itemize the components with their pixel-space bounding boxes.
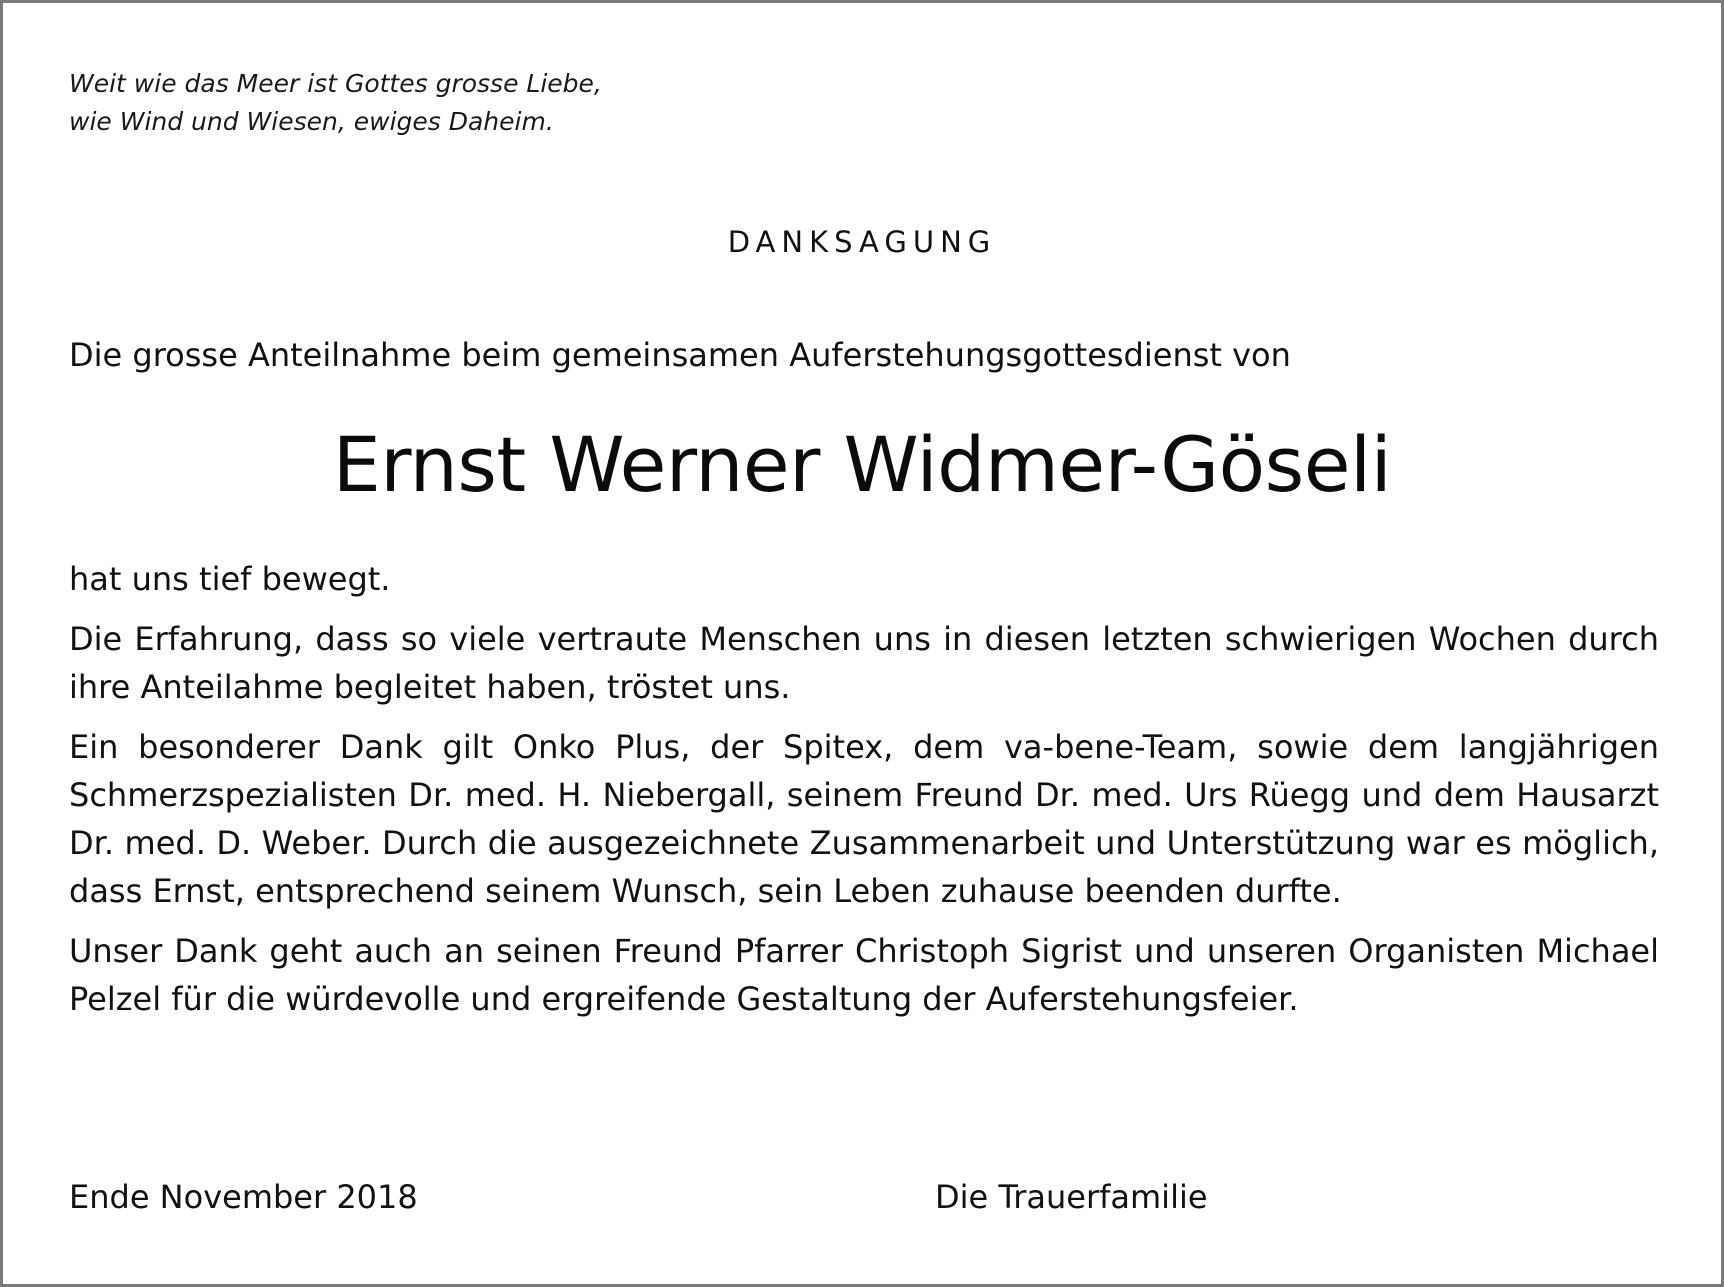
paragraph-4: Unser Dank geht auch an seinen Freund Pfarrer Christoph Sigrist und unseren Organisten Michael Pelzel für die würdevolle und ergreifende Gestaltung der Auferstehungsfeier.: [69, 932, 1659, 1018]
motto-line-1: Weit wie das Meer ist Gottes grosse Liebe,: [69, 69, 602, 98]
body-text: [69, 555, 1659, 1035]
footer-date: Ende November 2018: [69, 1178, 418, 1216]
paragraph-1: hat uns tief bewegt.: [69, 560, 391, 598]
intro-text: Die grosse Anteilnahme beim gemeinsamen Auferstehungsgottesdienst von: [69, 336, 1291, 374]
heading-danksagung: DANKSAGUNG: [727, 225, 997, 259]
paragraph-3: Ein besonderer Dank gilt Onko Plus, der Spitex, dem va-bene-Team, sowie dem langjährigen Schmerzspezialisten Dr. med. H. Niebergall, seinem Freund Dr. med. Urs Rüegg und dem Hausarzt Dr. med. D. Weber. Durch die ausgezeichnete Zusammenarbeit und Unterstützung war es möglich, dass Ernst, entsprechend seinem Wunsch, sein Leben zuhause beenden durfte.: [69, 728, 1659, 910]
deceased-name: Ernst Werner Widmer-Göseli: [332, 420, 1392, 509]
paragraph-2: Die Erfahrung, dass so viele vertraute Menschen uns in diesen letzten schwierigen Wochen durch ihre Anteilahme begleitet haben, tröstet uns.: [69, 620, 1659, 706]
motto-line-2: wie Wind und Wiesen, ewiges Daheim.: [69, 107, 554, 136]
motto-verse: [69, 65, 602, 141]
footer-signature: Die Trauerfamilie: [935, 1178, 1208, 1216]
